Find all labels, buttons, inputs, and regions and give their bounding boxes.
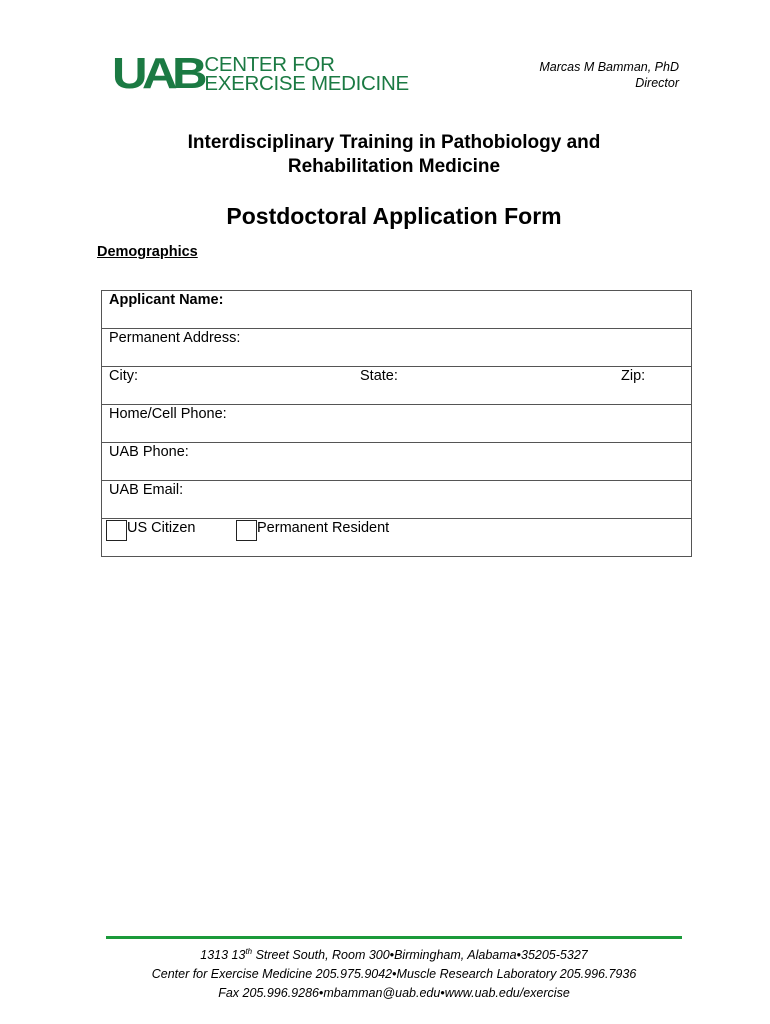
permanent-resident-label: Permanent Resident	[257, 520, 390, 536]
program-title-line-2: Rehabilitation Medicine	[287, 156, 501, 177]
footer-phone-line	[0, 965, 770, 984]
state-label: State:	[360, 368, 398, 384]
uab-email-field[interactable]	[102, 481, 691, 519]
footer-fax: Fax 205.996.9286	[218, 986, 319, 1001]
city-state-zip-row[interactable]	[102, 367, 691, 405]
footer-address-prefix: 1313 13	[200, 948, 246, 963]
footer-center-phone: Center for Exercise Medicine 205.975.9042	[151, 967, 393, 982]
us-citizen-checkbox[interactable]	[106, 520, 127, 541]
bullet-icon: •	[516, 948, 521, 963]
uab-logo	[112, 49, 409, 98]
zip-label: Zip:	[621, 368, 646, 384]
footer-zip: 35205-5327	[521, 948, 588, 963]
director-info	[539, 59, 679, 91]
permanent-address-label: Permanent Address:	[109, 330, 241, 346]
footer-address-sup: th	[245, 947, 253, 956]
program-title-line-1: Interdisciplinary Training in Pathobiology and	[187, 132, 601, 153]
footer-contact-line	[0, 984, 770, 1003]
director-title: Director	[635, 76, 679, 90]
logo-line-2: EXERCISE MEDICINE	[204, 72, 409, 95]
us-citizen-label: US Citizen	[127, 520, 196, 536]
permanent-address-field[interactable]	[102, 329, 691, 367]
demographics-form	[101, 290, 692, 557]
city-label: City:	[109, 368, 138, 384]
footer-lab-phone: Muscle Research Laboratory 205.996.7936	[396, 967, 637, 982]
section-heading-demographics: Demographics	[97, 244, 198, 260]
form-title: Postdoctoral Application Form	[226, 203, 562, 229]
citizenship-row	[102, 519, 691, 556]
footer	[0, 942, 770, 1003]
logo-mark: UAB	[112, 49, 202, 98]
footer-address-line	[0, 942, 770, 965]
footer-address-rest: Street South, Room 300	[252, 948, 390, 963]
home-cell-phone-field[interactable]	[102, 405, 691, 443]
uab-email-label: UAB Email:	[109, 482, 184, 498]
logo-text	[204, 55, 409, 93]
footer-city: Birmingham, Alabama	[394, 948, 517, 963]
bullet-icon: •	[319, 986, 324, 1001]
uab-phone-field[interactable]	[102, 443, 691, 481]
program-title	[0, 131, 770, 179]
footer-website[interactable]: www.uab.edu/exercise	[444, 986, 570, 1001]
footer-email[interactable]: mbamman@uab.edu	[323, 986, 441, 1001]
applicant-name-field[interactable]	[102, 291, 691, 329]
director-name: Marcas M Bamman, PhD	[539, 60, 679, 74]
bullet-icon: •	[440, 986, 445, 1001]
bullet-icon: •	[392, 967, 397, 982]
permanent-resident-checkbox[interactable]	[236, 520, 257, 541]
home-cell-phone-label: Home/Cell Phone:	[109, 406, 227, 422]
logo-line-1: CENTER FOR	[204, 53, 335, 76]
uab-phone-label: UAB Phone:	[109, 444, 189, 460]
bullet-icon: •	[389, 948, 395, 963]
applicant-name-label: Applicant Name:	[109, 292, 224, 308]
footer-divider	[106, 936, 682, 939]
